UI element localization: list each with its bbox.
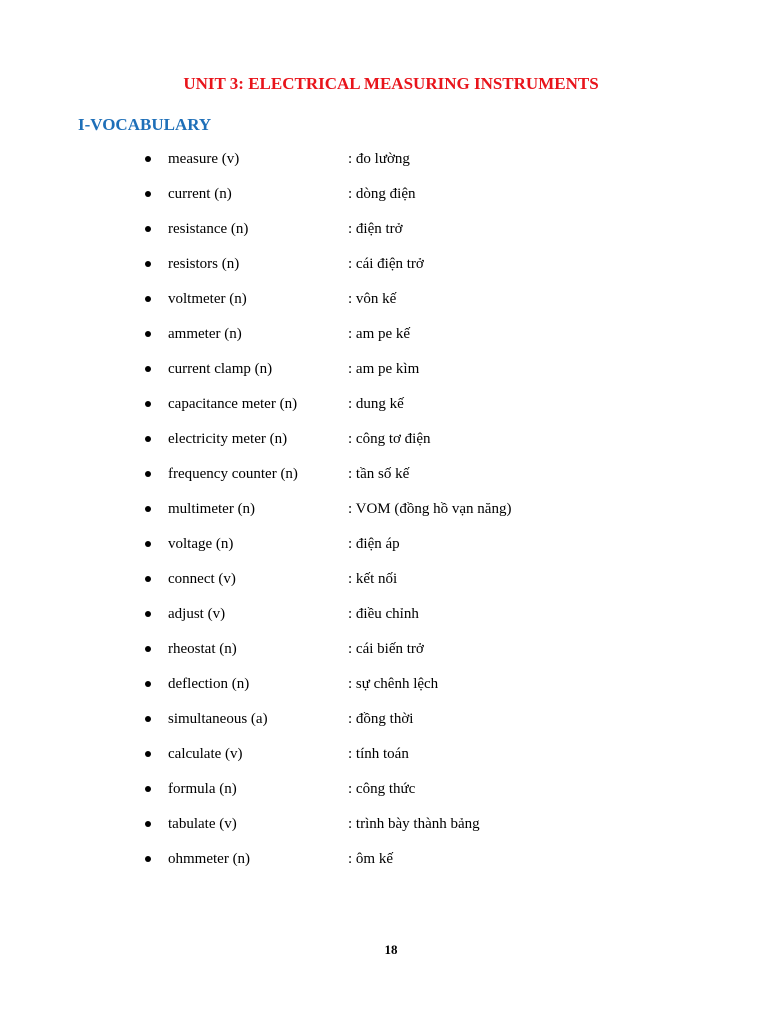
vocabulary-item bbox=[0, 603, 768, 638]
vocabulary-item bbox=[0, 638, 768, 673]
vocabulary-item bbox=[0, 393, 768, 428]
vocabulary-term: resistance (n) bbox=[168, 221, 249, 237]
bullet-icon bbox=[145, 821, 151, 827]
bullet-icon bbox=[145, 576, 151, 582]
vocabulary-item bbox=[0, 848, 768, 883]
vocabulary-meaning: : vôn kế bbox=[348, 291, 397, 307]
bullet-icon bbox=[145, 786, 151, 792]
bullet-icon bbox=[145, 191, 151, 197]
vocabulary-meaning: : kết nối bbox=[348, 571, 398, 587]
vocabulary-meaning: : đồng thời bbox=[348, 711, 414, 727]
vocabulary-meaning: : VOM (đồng hồ vạn năng) bbox=[348, 501, 512, 517]
vocabulary-meaning: : dòng điện bbox=[348, 186, 416, 202]
vocabulary-item bbox=[0, 813, 768, 848]
bullet-icon bbox=[145, 681, 151, 687]
vocabulary-item bbox=[0, 253, 768, 288]
vocabulary-term: tabulate (v) bbox=[168, 816, 237, 832]
vocabulary-item bbox=[0, 358, 768, 393]
vocabulary-meaning: : điện trở bbox=[348, 221, 403, 237]
vocabulary-meaning: : am pe kìm bbox=[348, 361, 420, 377]
bullet-icon bbox=[145, 436, 151, 442]
vocabulary-meaning: : am pe kế bbox=[348, 326, 411, 342]
vocabulary-item bbox=[0, 428, 768, 463]
vocabulary-item bbox=[0, 288, 768, 323]
bullet-icon bbox=[145, 261, 151, 267]
vocabulary-item bbox=[0, 568, 768, 603]
vocabulary-item bbox=[0, 778, 768, 813]
bullet-icon bbox=[145, 471, 151, 477]
bullet-icon bbox=[145, 751, 151, 757]
vocabulary-item bbox=[0, 533, 768, 568]
vocabulary-item bbox=[0, 743, 768, 778]
bullet-icon bbox=[145, 156, 151, 162]
vocabulary-term: voltage (n) bbox=[168, 536, 234, 552]
vocabulary-term: current (n) bbox=[168, 186, 232, 202]
vocabulary-meaning: : tính toán bbox=[348, 746, 409, 762]
unit-title: UNIT 3: ELECTRICAL MEASURING INSTRUMENTS bbox=[183, 74, 599, 93]
vocabulary-term: measure (v) bbox=[168, 151, 240, 167]
vocabulary-term: voltmeter (n) bbox=[168, 291, 247, 307]
vocabulary-meaning: : sự chênh lệch bbox=[348, 676, 439, 692]
vocabulary-meaning: : cái biến trở bbox=[348, 641, 424, 657]
vocabulary-item bbox=[0, 463, 768, 498]
vocabulary-term: adjust (v) bbox=[168, 606, 226, 622]
vocabulary-term: deflection (n) bbox=[168, 676, 250, 692]
vocabulary-item bbox=[0, 218, 768, 253]
vocabulary-term: formula (n) bbox=[168, 781, 237, 797]
vocabulary-meaning: : công tơ điện bbox=[348, 431, 431, 447]
page-number: 18 bbox=[384, 942, 398, 957]
vocabulary-meaning: : cái điện trở bbox=[348, 256, 424, 272]
vocabulary-meaning: : điều chỉnh bbox=[348, 606, 419, 622]
bullet-icon bbox=[145, 506, 151, 512]
bullet-icon bbox=[145, 646, 151, 652]
vocabulary-meaning: : điện áp bbox=[348, 536, 400, 552]
vocabulary-term: resistors (n) bbox=[168, 256, 240, 272]
bullet-icon bbox=[145, 541, 151, 547]
vocabulary-meaning: : trình bày thành bảng bbox=[348, 816, 480, 832]
bullet-icon bbox=[145, 296, 151, 302]
vocabulary-term: capacitance meter (n) bbox=[168, 396, 298, 412]
bullet-icon bbox=[145, 366, 151, 372]
vocabulary-term: ohmmeter (n) bbox=[168, 851, 251, 867]
vocabulary-term: current clamp (n) bbox=[168, 361, 273, 377]
vocabulary-item bbox=[0, 183, 768, 218]
vocabulary-term: frequency counter (n) bbox=[168, 466, 298, 482]
bullet-icon bbox=[145, 226, 151, 232]
vocabulary-meaning: : ôm kế bbox=[348, 851, 393, 867]
section-heading-vocabulary: I-VOCABULARY bbox=[78, 115, 212, 134]
bullet-icon bbox=[145, 401, 151, 407]
bullet-icon bbox=[145, 856, 151, 862]
vocabulary-meaning: : dung kế bbox=[348, 396, 404, 412]
vocabulary-term: electricity meter (n) bbox=[168, 431, 288, 447]
bullet-icon bbox=[145, 611, 151, 617]
vocabulary-term: calculate (v) bbox=[168, 746, 243, 762]
vocabulary-list bbox=[0, 148, 768, 883]
vocabulary-term: ammeter (n) bbox=[168, 326, 242, 342]
vocabulary-term: multimeter (n) bbox=[168, 501, 256, 517]
bullet-icon bbox=[145, 331, 151, 337]
vocabulary-item bbox=[0, 673, 768, 708]
vocabulary-meaning: : công thức bbox=[348, 781, 416, 797]
vocabulary-meaning: : đo lường bbox=[348, 151, 410, 167]
vocabulary-item bbox=[0, 708, 768, 743]
vocabulary-item bbox=[0, 323, 768, 358]
vocabulary-term: connect (v) bbox=[168, 571, 236, 587]
vocabulary-term: simultaneous (a) bbox=[168, 711, 268, 727]
vocabulary-item bbox=[0, 498, 768, 533]
vocabulary-term: rheostat (n) bbox=[168, 641, 237, 657]
vocabulary-meaning: : tần số kế bbox=[348, 466, 410, 482]
vocabulary-item bbox=[0, 148, 768, 183]
bullet-icon bbox=[145, 716, 151, 722]
